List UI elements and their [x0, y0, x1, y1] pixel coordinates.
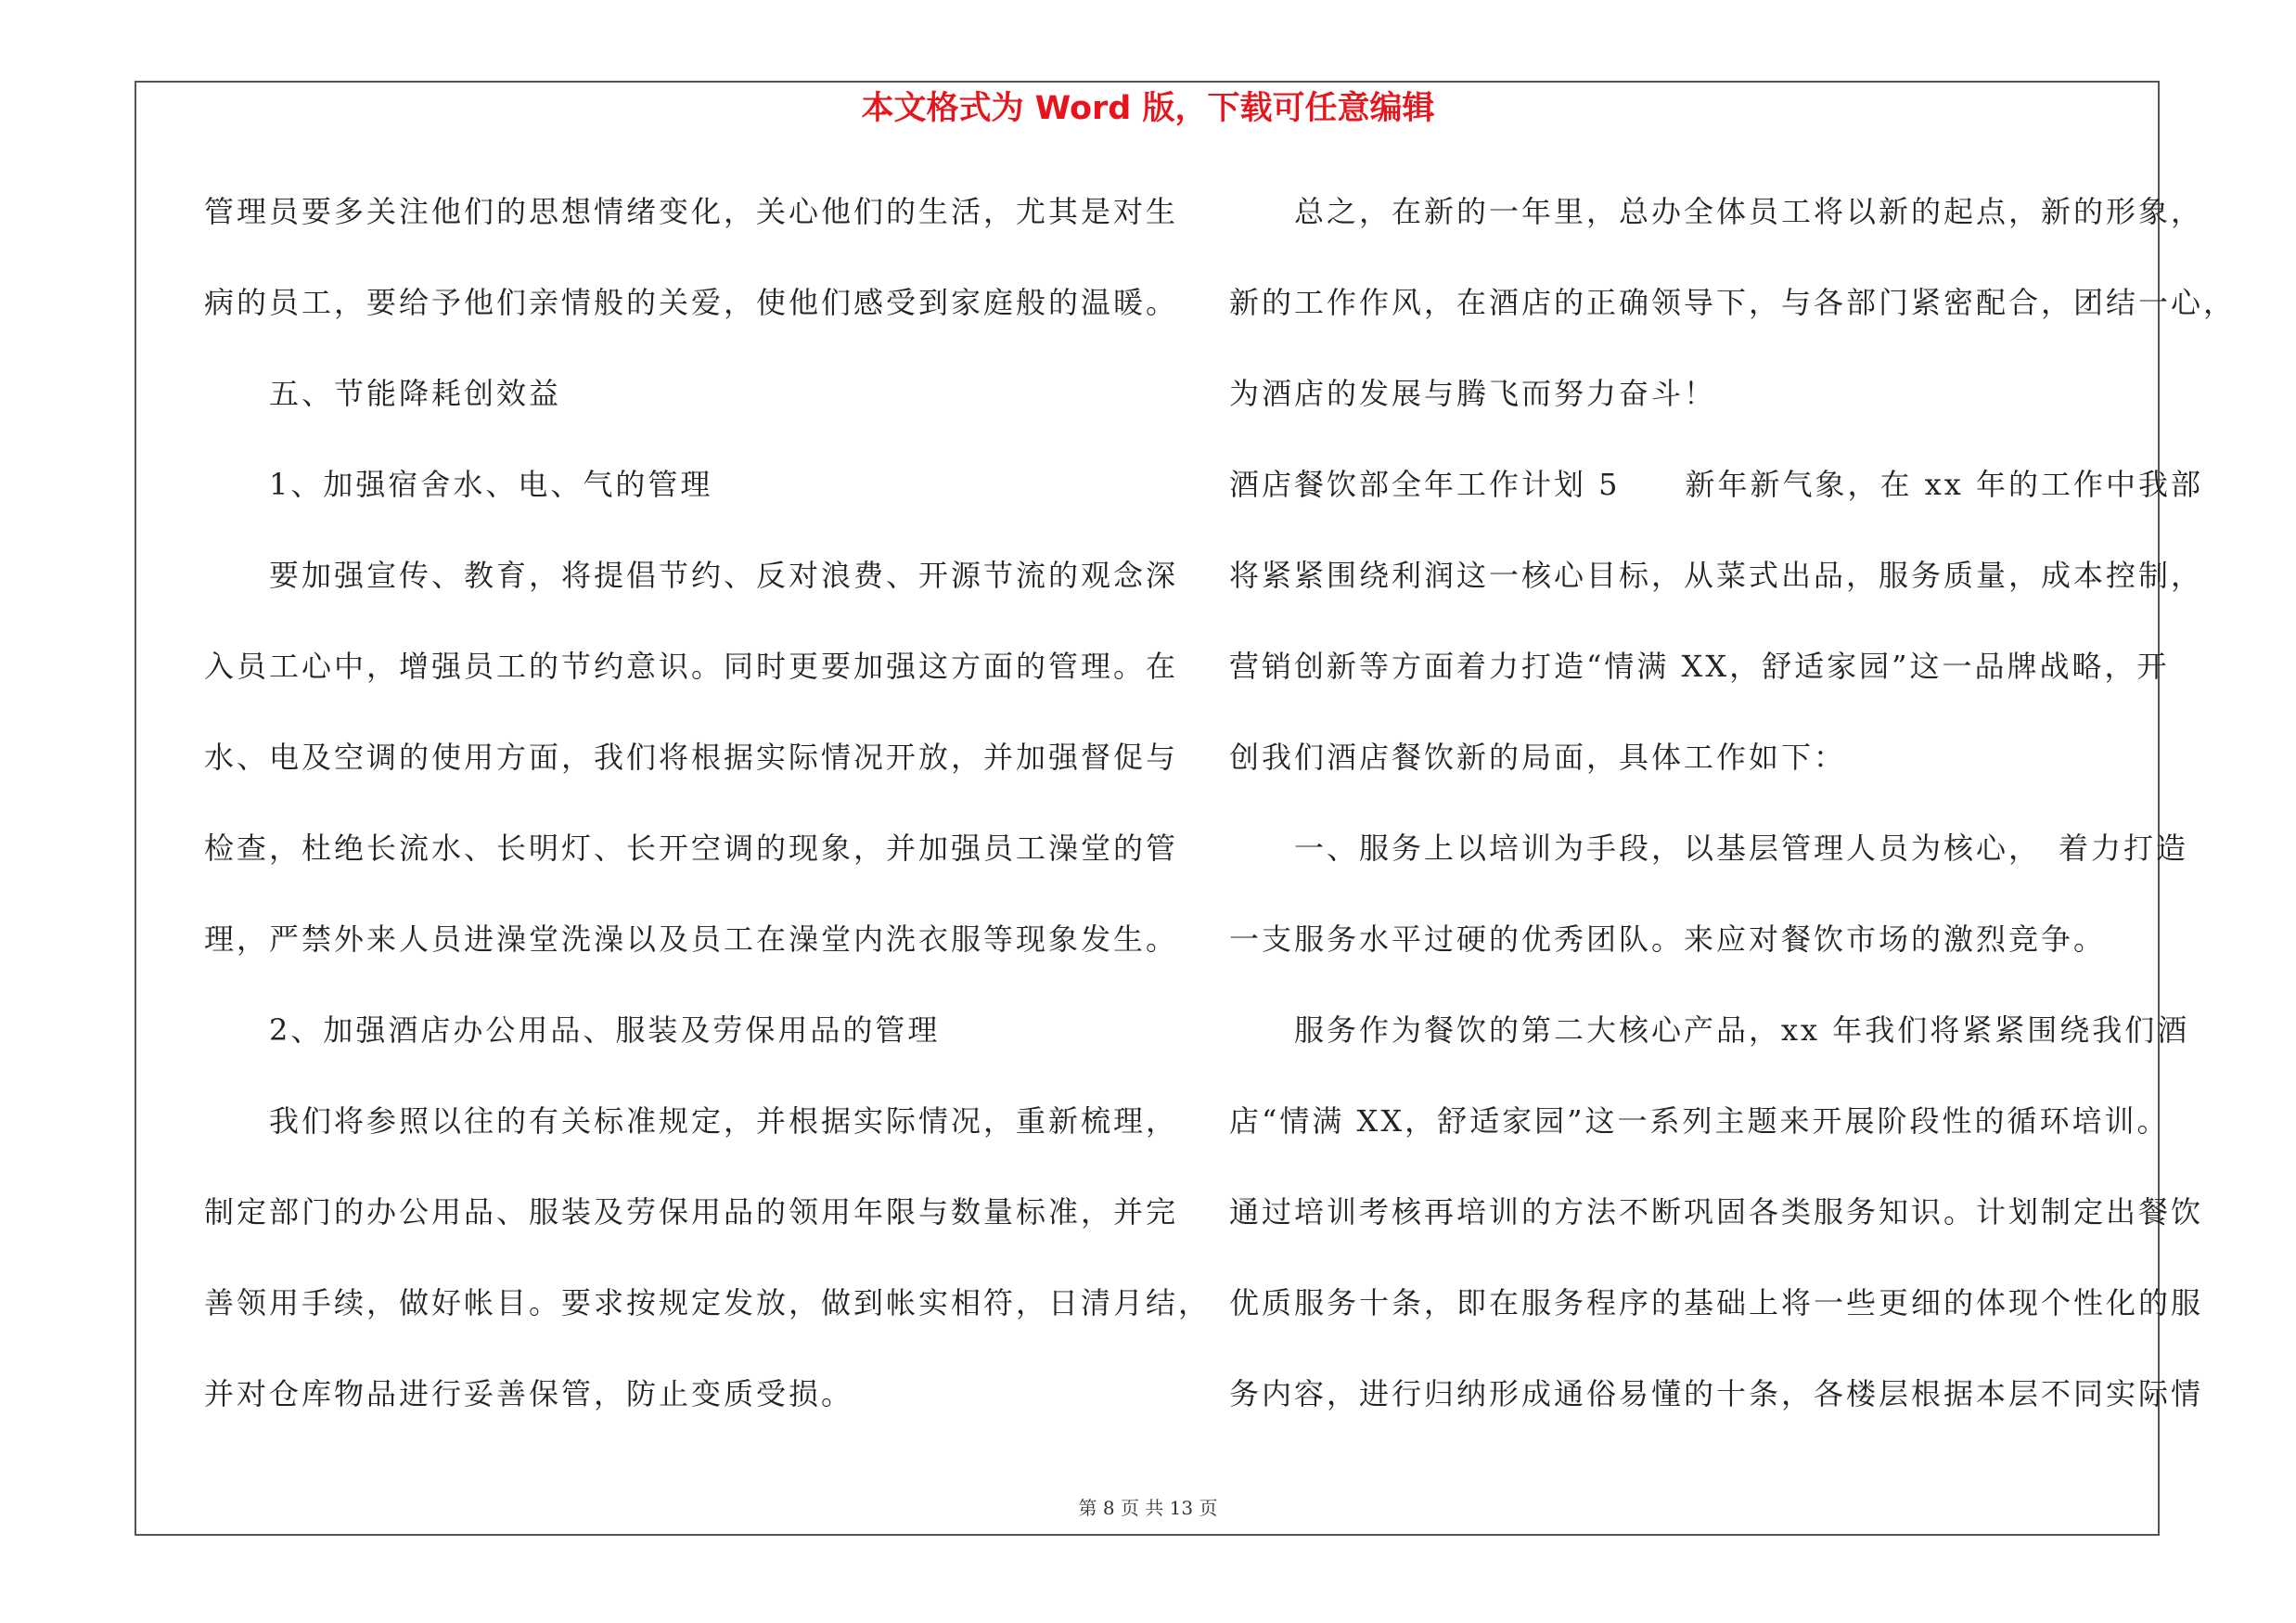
- text-line: 1、加强宿舍水、电、气的管理: [204, 467, 713, 502]
- text-line: 务内容，进行归纳形成通俗易懂的十条，各楼层根据本层不同实际情: [1229, 1376, 2204, 1411]
- text-line: 善领用手续，做好帐目。要求按规定发放，做到帐实相符，日清月结，: [204, 1285, 1212, 1320]
- text-line: 入员工心中，增强员工的节约意识。同时更要加强这方面的管理。在: [204, 649, 1179, 684]
- text-line: 新的工作作风，在酒店的正确领导下，与各部门紧密配合，团结一心，: [1229, 285, 2237, 320]
- text-line: 我们将参照以往的有关标准规定，并根据实际情况，重新梳理，: [204, 1103, 1179, 1139]
- text-line: 水、电及空调的使用方面，我们将根据实际情况开放，并加强督促与: [204, 740, 1179, 775]
- text-line: 并对仓库物品进行妥善保管，防止变质受损。: [204, 1376, 854, 1411]
- text-line: 营销创新等方面着力打造“情满 XX，舒适家园”这一品牌战略，开: [1229, 649, 2170, 684]
- text-line: 病的员工，要给予他们亲情般的关爱，使他们感受到家庭般的温暖。: [204, 285, 1179, 320]
- text-line: 管理员要多关注他们的思想情绪变化，关心他们的生活，尤其是对生: [204, 194, 1179, 229]
- word-format-banner: 本文格式为 Word 版，下载可任意编辑: [861, 90, 1435, 127]
- text-line: 检查，杜绝长流水、长明灯、长开空调的现象，并加强员工澡堂的管: [204, 831, 1179, 866]
- text-line: 一、服务上以培训为手段，以基层管理人员为核心， 着力打造: [1229, 831, 2189, 866]
- text-line: 酒店餐饮部全年工作计划 5 新年新气象，在 xx 年的工作中我部: [1229, 467, 2203, 502]
- text-line: 店“情满 XX，舒适家园”这一系列主题来开展阶段性的循环培训。: [1229, 1103, 2170, 1139]
- text-line: 为酒店的发展与腾飞而努力奋斗！: [1229, 376, 1717, 411]
- text-line: 一支服务水平过硬的优秀团队。来应对餐饮市场的激烈竞争。: [1229, 921, 2107, 957]
- text-line: 优质服务十条，即在服务程序的基础上将一些更细的体现个性化的服: [1229, 1285, 2204, 1320]
- text-line: 理，严禁外来人员进澡堂洗澡以及员工在澡堂内洗衣服等现象发生。: [204, 921, 1179, 957]
- text-line: 制定部门的办公用品、服装及劳保用品的领用年限与数量标准，并完: [204, 1194, 1179, 1230]
- text-line: 创我们酒店餐饮新的局面，具体工作如下：: [1229, 740, 1847, 775]
- text-line: 总之，在新的一年里，总办全体员工将以新的起点，新的形象，: [1229, 194, 2204, 229]
- text-line: 将紧紧围绕利润这一核心目标，从菜式出品，服务质量，成本控制，: [1229, 558, 2204, 593]
- text-line: 服务作为餐饮的第二大核心产品，xx 年我们将紧紧围绕我们酒: [1229, 1012, 2190, 1048]
- text-line: 要加强宣传、教育，将提倡节约、反对浪费、开源节流的观念深: [204, 558, 1179, 593]
- text-line: 通过培训考核再培训的方法不断巩固各类服务知识。计划制定出餐饮: [1229, 1194, 2204, 1230]
- text-line: 五、节能降耗创效益: [204, 376, 562, 411]
- page-number-footer: 第 8 页 共 13 页: [1078, 1497, 1218, 1519]
- text-line: 2、加强酒店办公用品、服装及劳保用品的管理: [204, 1012, 941, 1048]
